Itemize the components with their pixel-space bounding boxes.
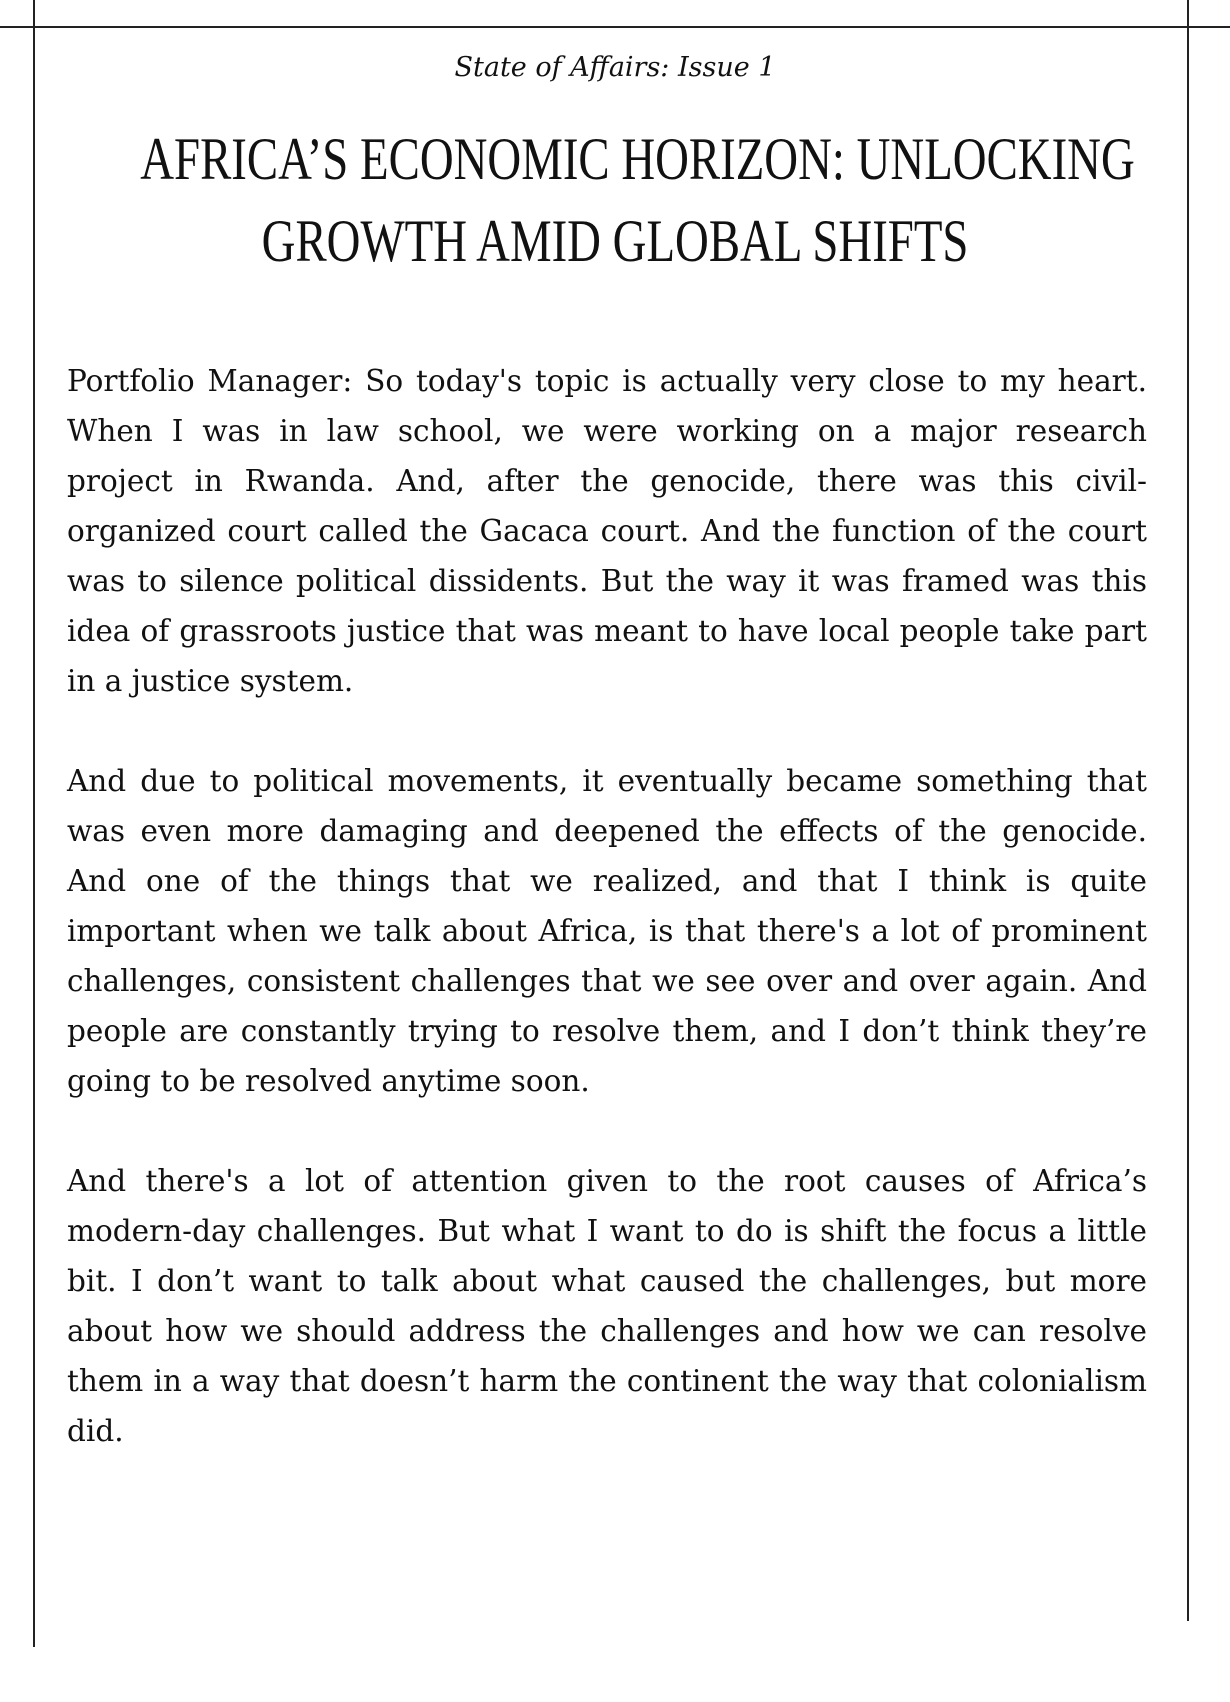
- article-body: [67, 356, 1147, 1506]
- paragraph-3: And there's a lot of attention given to the root causes of Africa’s modern-day challenges. But what I want to do is shift the focus a little bit. I don’t want to talk about what caused the challenges, but more about how we should address the challenges and how we can resolve them in a way that doesn’t harm the continent the way that colonialism did.: [67, 1164, 1147, 1448]
- title-line-1: AFRICA’S ECONOMIC HORIZON: UNLOCKING: [140, 126, 1135, 192]
- title-line-2: GROWTH AMID GLOBAL SHIFTS: [261, 208, 969, 274]
- top-rule: [0, 26, 1230, 28]
- page-title: [0, 118, 1230, 282]
- paragraph-2: And due to political movements, it eventually became something that was even more damaging and deepened the effects of the genocide. And one of the things that we realized, and that I think is quite important when we talk about Africa, is that there's a lot of prominent challenges, consistent challenges that we see over and over again. And people are constantly trying to resolve them, and I don’t think they’re going to be resolved anytime soon.: [67, 764, 1147, 1098]
- paragraph-1: Portfolio Manager: So today's topic is actually very close to my heart. When I was in law school, we were working on a major research project in Rwanda. And, after the genocide, there was this civil-organized court called the Gacaca court. And the function of the court was to silence political dissidents. But the way it was framed was this idea of grassroots justice that was meant to have local people take part in a justice system.: [67, 364, 1147, 698]
- issue-label: State of Affairs: Issue 1: [454, 52, 776, 83]
